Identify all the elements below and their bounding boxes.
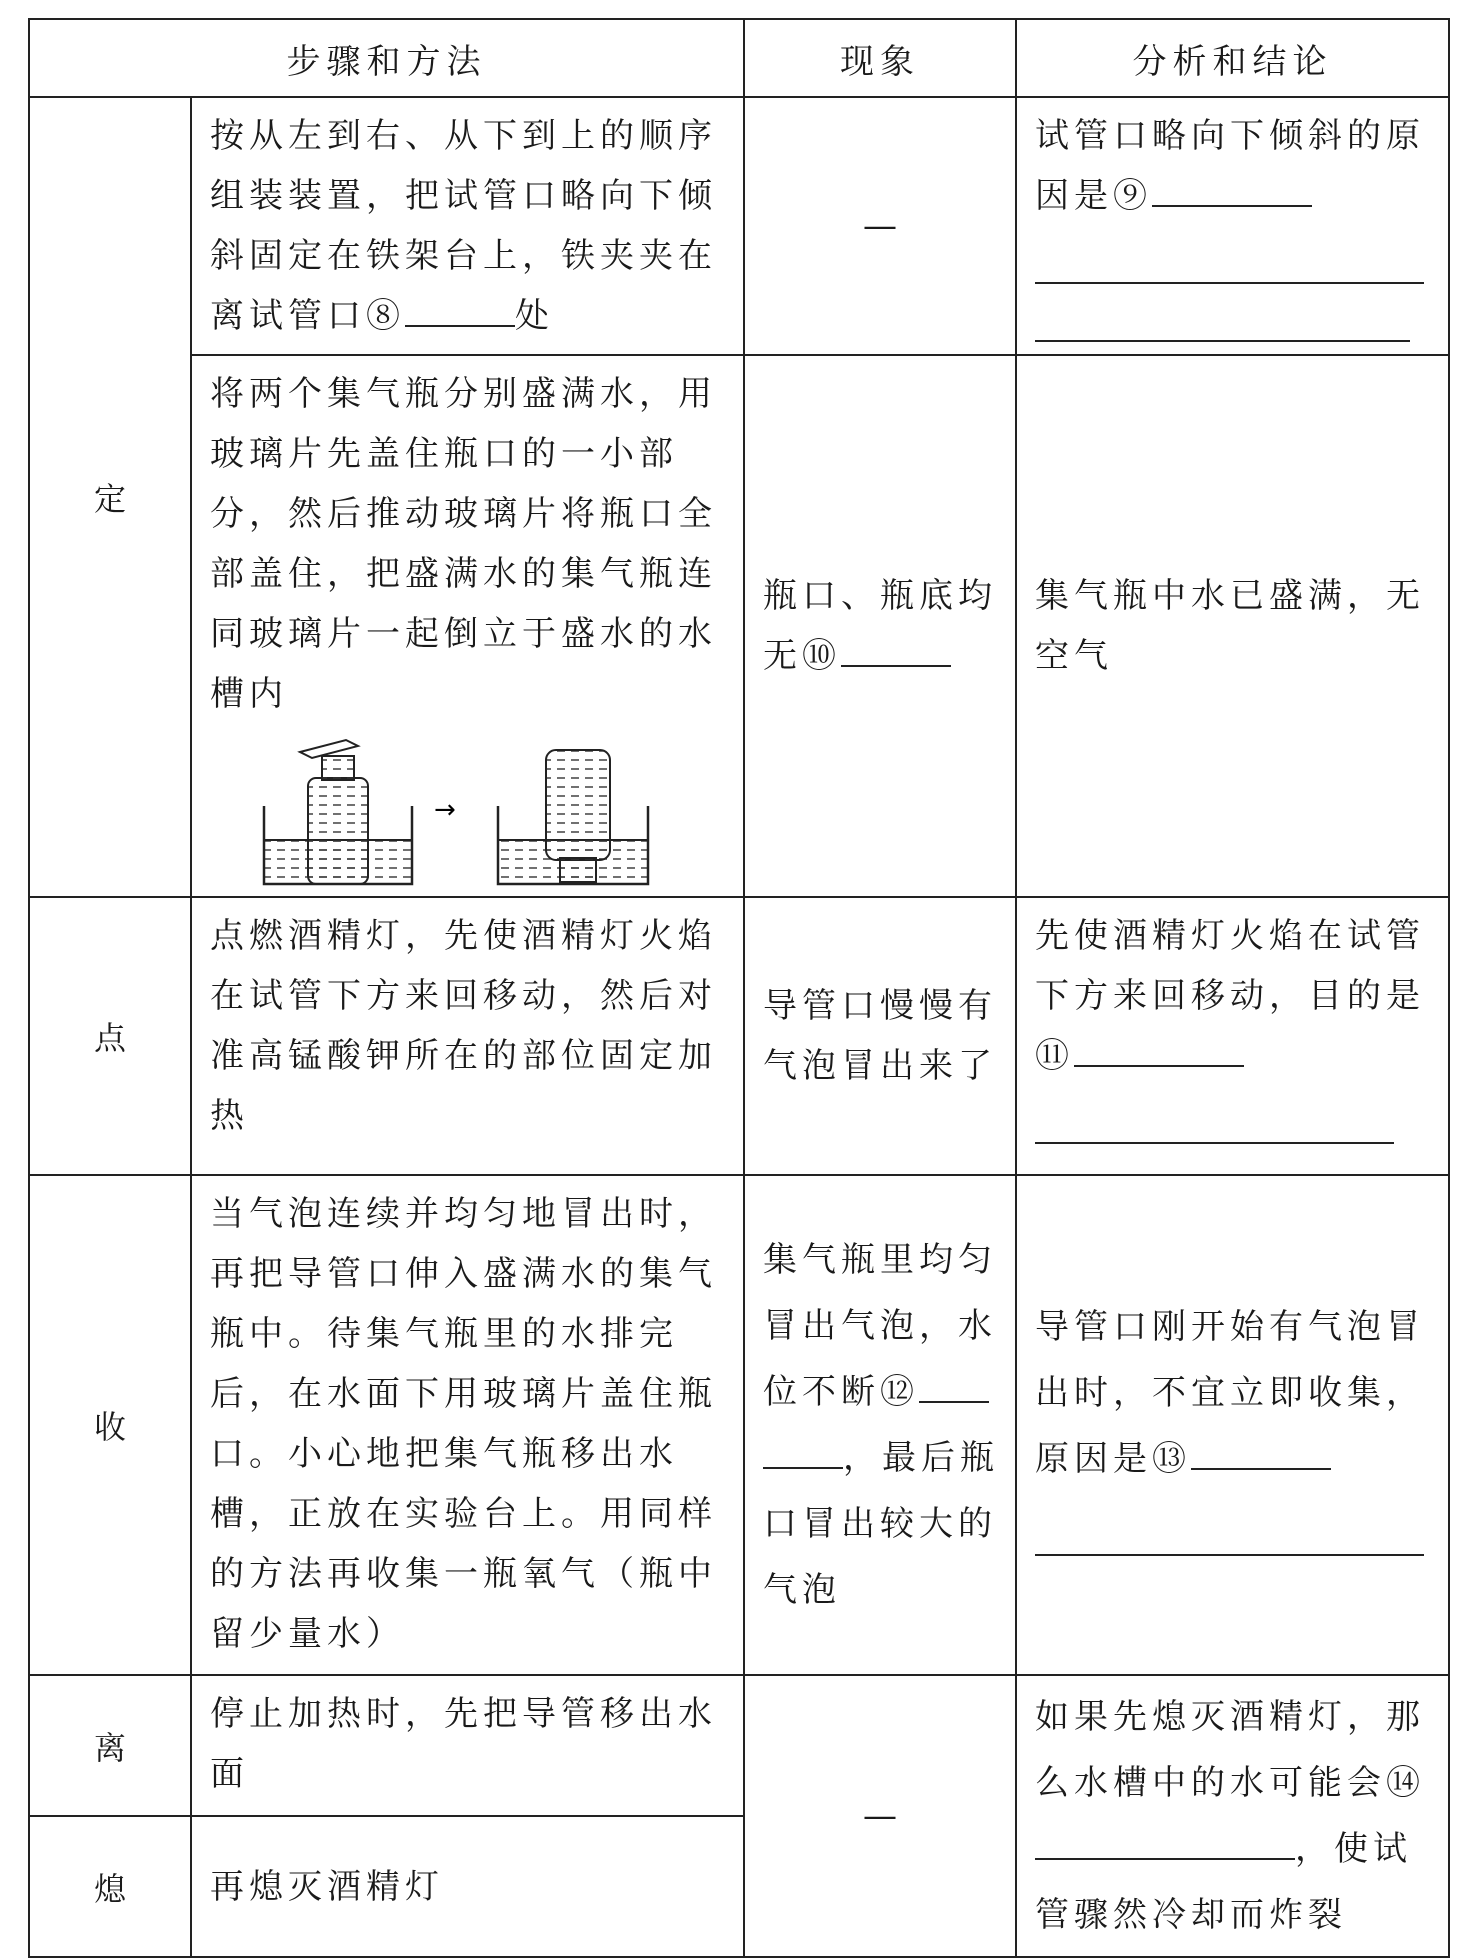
header-row xyxy=(29,19,1449,97)
method-remove-tube: 停止加热时，先把导管移出水面 xyxy=(191,1675,744,1816)
stage-xi: 熄 xyxy=(29,1816,191,1957)
phenomenon-stop: — xyxy=(744,1675,1016,1957)
stage-dian: 点 xyxy=(29,897,191,1175)
analysis-stop-text-a: 如果先熄灭酒精灯，那么水槽中的水可能会⑭ xyxy=(1035,1697,1425,1803)
analysis-fill-bottles: 集气瓶中水已盛满，无空气 xyxy=(1016,355,1449,897)
row-ding-assemble xyxy=(29,97,1449,355)
blank-14 xyxy=(1035,1828,1295,1860)
blank-10 xyxy=(841,635,951,667)
blank-12 xyxy=(919,1371,989,1403)
row-shou xyxy=(29,1175,1449,1675)
row-ding-fill-bottles xyxy=(29,355,1449,897)
blank-9 xyxy=(1152,175,1312,207)
blank-11-line-2 xyxy=(1035,1086,1394,1144)
analysis-stop xyxy=(1016,1675,1449,1957)
analysis-stop-text-b: ，使试管骤然冷却而炸裂 xyxy=(1035,1829,1412,1935)
blank-13 xyxy=(1191,1438,1331,1470)
bottle-upright xyxy=(300,740,368,884)
phenomenon-fill-bottles-text: 瓶口、瓶底均无⑩ xyxy=(763,576,997,676)
arrow-icon: → xyxy=(434,795,461,825)
analysis-collect-text: 导管口刚开始有气泡冒出时，不宜立即收集，原因是⑬ xyxy=(1035,1307,1425,1479)
phenomenon-heat: 导管口慢慢有气泡冒出来了 xyxy=(744,897,1016,1175)
method-fill-bottles xyxy=(191,355,744,897)
row-dian xyxy=(29,897,1449,1175)
method-assemble-tail: 处 xyxy=(515,296,554,336)
blank-13-line-2 xyxy=(1035,1492,1424,1556)
bottle-inversion-figure xyxy=(262,738,662,888)
analysis-assemble-text: 试管口略向下倾斜的原因是⑨ xyxy=(1035,116,1425,216)
method-heat: 点燃酒精灯，先使酒精灯火焰在试管下方来回移动，然后对准高锰酸钾所在的部位固定加热 xyxy=(191,897,744,1175)
blank-9-line-3 xyxy=(1035,284,1410,342)
stage-shou: 收 xyxy=(29,1175,191,1675)
method-collect: 当气泡连续并均匀地冒出时，再把导管口伸入盛满水的集气瓶中。待集气瓶里的水排完后，在水面下用玻璃片盖住瓶口。小心地把集气瓶移出水槽，正放在实验台上。用同样的方法再收集一瓶氧气（瓶中留少量水） xyxy=(191,1175,744,1675)
blank-9-line-2 xyxy=(1035,226,1424,284)
phenomenon-fill-bottles xyxy=(744,355,1016,897)
blank-11 xyxy=(1074,1035,1244,1067)
method-fill-bottles-text: 将两个集气瓶分别盛满水，用玻璃片先盖住瓶口的一小部分，然后推动玻璃片将瓶口全部盖住，把盛满水的集气瓶连同玻璃片一起倒立于盛水的水槽内 xyxy=(210,374,717,714)
stage-ding: 定 xyxy=(29,97,191,897)
method-extinguish: 再熄灭酒精灯 xyxy=(191,1816,744,1957)
experiment-table-sheet xyxy=(28,18,1448,1935)
phenomenon-collect-text-b: ，最后瓶口冒出较大的气泡 xyxy=(763,1438,999,1610)
analysis-collect xyxy=(1016,1175,1449,1675)
experiment-steps-table xyxy=(28,18,1450,1958)
header-method: 步骤和方法 xyxy=(29,19,744,97)
header-phenomenon: 现象 xyxy=(744,19,1016,97)
row-li xyxy=(29,1675,1449,1816)
analysis-heat xyxy=(1016,897,1449,1175)
header-analysis: 分析和结论 xyxy=(1016,19,1449,97)
phenomenon-collect-text-a: 集气瓶里均匀冒出气泡，水位不断⑫ xyxy=(763,1240,997,1412)
analysis-assemble xyxy=(1016,97,1449,355)
stage-li: 离 xyxy=(29,1675,191,1816)
method-assemble xyxy=(191,97,744,355)
blank-12-cont xyxy=(763,1437,843,1469)
blank-8 xyxy=(405,295,515,327)
phenomenon-collect xyxy=(744,1175,1016,1675)
method-assemble-text: 按从左到右、从下到上的顺序组装装置，把试管口略向下倾斜固定在铁架台上，铁夹夹在离试管口⑧ xyxy=(210,116,717,336)
analysis-heat-text: 先使酒精灯火焰在试管下方来回移动，目的是 ⑪ xyxy=(1035,916,1425,1076)
phenomenon-assemble: — xyxy=(744,97,1016,355)
